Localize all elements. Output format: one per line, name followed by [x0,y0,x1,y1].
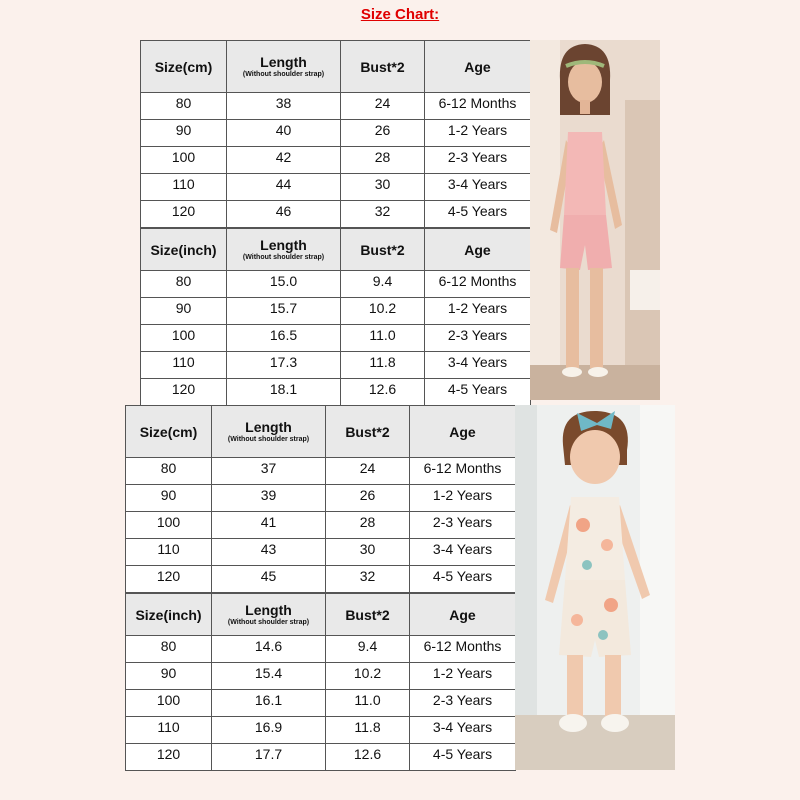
cell-age: 1-2 Years [425,120,531,147]
cell-age: 4-5 Years [410,566,516,593]
cell-bust: 32 [341,201,425,228]
product-photo-floral-romper [515,405,675,770]
cell-size: 120 [126,566,212,593]
cell-length: 40 [227,120,341,147]
cell-size: 100 [141,325,227,352]
cell-age: 6-12 Months [410,458,516,485]
table-header [141,229,531,271]
cell-bust: 32 [326,566,410,593]
cell-bust: 26 [341,120,425,147]
cell-age: 6-12 Months [410,636,516,663]
cell-length: 39 [212,485,326,512]
header-age: Age [410,406,516,458]
cell-age: 3-4 Years [410,539,516,566]
cell-size: 100 [141,147,227,174]
cell-age: 2-3 Years [425,147,531,174]
table-row [126,636,516,663]
header-size: Size(inch) [126,594,212,636]
cell-size: 90 [126,485,212,512]
table-row [126,512,516,539]
size-table-inch-2 [125,593,516,771]
cell-length: 44 [227,174,341,201]
cell-length: 45 [212,566,326,593]
cell-length: 15.0 [227,271,341,298]
cell-size: 120 [141,201,227,228]
table-row [126,539,516,566]
cell-size: 120 [126,744,212,771]
cell-length: 37 [212,458,326,485]
table-header [126,406,516,458]
cell-size: 80 [126,636,212,663]
table-row [141,120,531,147]
cell-age: 2-3 Years [410,512,516,539]
cell-age: 1-2 Years [425,298,531,325]
table-row [141,147,531,174]
cell-length: 43 [212,539,326,566]
cell-age: 1-2 Years [410,663,516,690]
cell-age: 3-4 Years [425,352,531,379]
header-length: Length (Without shoulder strap) [227,229,341,271]
cell-age: 2-3 Years [425,325,531,352]
header-length: Length (Without shoulder strap) [212,406,326,458]
cell-size: 80 [141,93,227,120]
cell-age: 6-12 Months [425,93,531,120]
header-size: Size(cm) [141,41,227,93]
table-row [126,485,516,512]
cell-size: 90 [126,663,212,690]
table-row [141,174,531,201]
header-bust: Bust*2 [341,229,425,271]
cell-length: 15.4 [212,663,326,690]
cell-size: 100 [126,512,212,539]
table-row [141,298,531,325]
size-chart-1 [140,40,531,406]
cell-size: 100 [126,690,212,717]
cell-age: 1-2 Years [410,485,516,512]
table-row [141,93,531,120]
table-row [141,201,531,228]
cell-length: 17.3 [227,352,341,379]
cell-age: 4-5 Years [410,744,516,771]
cell-length: 16.9 [212,717,326,744]
cell-bust: 10.2 [326,663,410,690]
product-photo-pink-romper [530,40,660,400]
cell-size: 110 [126,717,212,744]
cell-bust: 28 [341,147,425,174]
cell-bust: 11.0 [326,690,410,717]
cell-length: 16.5 [227,325,341,352]
cell-length: 14.6 [212,636,326,663]
size-table-cm-1 [140,40,531,228]
size-table-inch-1 [140,228,531,406]
cell-bust: 11.8 [341,352,425,379]
table-row [126,744,516,771]
cell-length: 15.7 [227,298,341,325]
size-chart-2 [125,405,516,771]
cell-size: 90 [141,120,227,147]
cell-bust: 11.0 [341,325,425,352]
cell-length: 38 [227,93,341,120]
cell-age: 3-4 Years [410,717,516,744]
header-size: Size(inch) [141,229,227,271]
table-row [141,271,531,298]
table-row [141,379,531,406]
cell-size: 80 [126,458,212,485]
cell-size: 80 [141,271,227,298]
cell-size: 110 [126,539,212,566]
table-row [126,566,516,593]
cell-length: 17.7 [212,744,326,771]
header-size: Size(cm) [126,406,212,458]
cell-bust: 10.2 [341,298,425,325]
table-row [126,663,516,690]
header-bust: Bust*2 [326,406,410,458]
header-bust: Bust*2 [341,41,425,93]
header-length: Length (Without shoulder strap) [227,41,341,93]
cell-bust: 30 [326,539,410,566]
cell-age: 6-12 Months [425,271,531,298]
cell-length: 42 [227,147,341,174]
girl-pink-romper-illustration [530,40,660,400]
table-row [126,458,516,485]
cell-age: 3-4 Years [425,174,531,201]
page-title: Size Chart: [360,6,440,23]
table-row [126,717,516,744]
table-row [141,352,531,379]
table-row [141,325,531,352]
cell-age: 4-5 Years [425,379,531,406]
header-age: Age [425,229,531,271]
table-header [141,41,531,93]
cell-bust: 9.4 [326,636,410,663]
cell-size: 110 [141,352,227,379]
cell-bust: 9.4 [341,271,425,298]
cell-bust: 12.6 [341,379,425,406]
toddler-floral-romper-illustration [515,405,675,770]
cell-size: 90 [141,298,227,325]
table-header [126,594,516,636]
cell-length: 41 [212,512,326,539]
cell-bust: 11.8 [326,717,410,744]
cell-bust: 28 [326,512,410,539]
cell-bust: 12.6 [326,744,410,771]
cell-length: 16.1 [212,690,326,717]
size-table-cm-2 [125,405,516,593]
header-bust: Bust*2 [326,594,410,636]
table-row [126,690,516,717]
cell-bust: 26 [326,485,410,512]
cell-size: 110 [141,174,227,201]
header-age: Age [410,594,516,636]
header-age: Age [425,41,531,93]
cell-length: 18.1 [227,379,341,406]
cell-length: 46 [227,201,341,228]
cell-age: 2-3 Years [410,690,516,717]
cell-bust: 24 [326,458,410,485]
cell-bust: 24 [341,93,425,120]
cell-size: 120 [141,379,227,406]
cell-age: 4-5 Years [425,201,531,228]
header-length: Length (Without shoulder strap) [212,594,326,636]
cell-bust: 30 [341,174,425,201]
